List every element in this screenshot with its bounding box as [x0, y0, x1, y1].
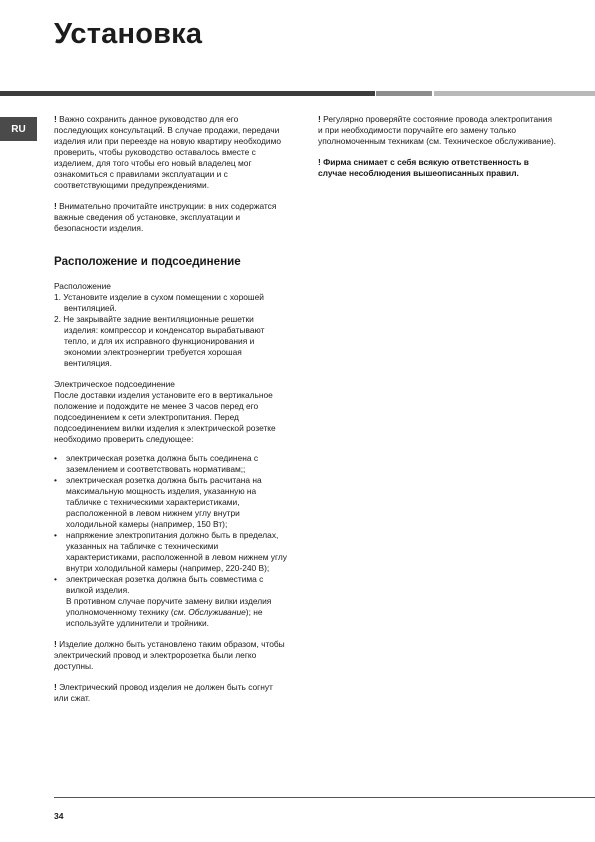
exclamation-icon: ! — [318, 114, 321, 124]
warning-accessible-plug: ! Изделие должно быть установлено таким образом, чтобы электрический провод и электророзетка были легко доступны. — [54, 639, 285, 671]
page-number: 34 — [54, 811, 64, 821]
exclamation-icon: ! — [54, 682, 57, 692]
language-tab — [0, 117, 37, 141]
warning-keep-manual: ! Важно сохранить данное руководство для его последующих консультаций. В случае продажи, передачи изделия или при переезде на новую квартиру необходимо проверить, чтобы руководство оставалось вместе с изделием, для того чтобы его новый владелец мог ознакомиться с правилами эксплуатации и с соответствующими предупреждениями. — [54, 114, 282, 190]
list-item: • электрическая розетка должна быть совместима с вилкой изделия. В противном случае поручите замену вилки изделия уполномоченному технику (см. Обслуживание); не используйте удлинители и тройники. — [54, 574, 272, 628]
electric-intro: После доставки изделия установите его в вертикальное положение и подождите не менее 3 часов перед его подсоединением к сети электропитания. Перед подсоединением вилки изделия к электрической розетке необходимо проверить следующее: — [54, 390, 276, 444]
left-column — [54, 114, 288, 704]
exclamation-icon: ! — [54, 201, 57, 211]
header-rule-dark — [0, 91, 375, 96]
list-item: • электрическая розетка должна быть соединена с заземлением и соответствовать нормативам;; — [54, 453, 259, 474]
exclamation-icon: ! — [54, 114, 57, 124]
header-rule-light — [434, 91, 595, 96]
bullet-icon: • — [54, 475, 57, 485]
electric-check-list — [54, 453, 288, 629]
list-item: • напряжение электропитания должно быть в пределах, указанных на табличке с техническими характеристиками, расположенной в левом нижнем углу внутри холодильной камеры (например, 220-240 В); — [54, 530, 287, 573]
placement-heading: Расположение — [54, 281, 111, 291]
language-tab-label: RU — [11, 123, 26, 135]
service-reference: см. Обслуживание — [173, 607, 246, 617]
warning-check-cable: ! Регулярно проверяйте состояние провода электропитания и при необходимости поручайте его замену только уполномоченным техникам (см. Техническое обслуживание). — [318, 114, 556, 146]
exclamation-icon: ! — [318, 157, 321, 167]
electric-heading: Электрическое подсоединение — [54, 379, 175, 389]
footer-rule — [54, 797, 595, 798]
exclamation-icon: ! — [54, 639, 57, 649]
page-title: Установка — [54, 18, 203, 50]
section-heading: Расположение и подсоединение — [54, 255, 241, 268]
bullet-icon: • — [54, 530, 57, 540]
warning-cable-not-bent: ! Электрический провод изделия не должен быть согнут или сжат. — [54, 682, 273, 703]
header-rule-mid — [376, 91, 432, 96]
warning-liability: ! Фирма снимает с себя всякую ответственность в случае несоблюдения вышеописанных правил. — [318, 157, 529, 178]
right-column — [318, 114, 558, 179]
warning-read-instructions: ! Внимательно прочитайте инструкции: в них содержатся важные сведения об установке, эксплуатации и безопасности изделия. — [54, 201, 277, 233]
list-item: 1. Установите изделие в сухом помещении с хорошей вентиляцией. — [54, 292, 264, 313]
bullet-icon: • — [54, 453, 57, 463]
placement-list — [54, 292, 288, 369]
bullet-icon: • — [54, 574, 57, 584]
list-item: 2. Не закрывайте задние вентиляционные решетки изделия: компрессор и конденсатор вырабатывают тепло, и для их исправного функционирования и экономии электроэнергии требуется хорошая вентиляция. — [54, 314, 265, 368]
list-item: • электрическая розетка должна быть расчитана на максимальную мощность изделия, указанную на табличке с техническими характеристиками, расположенной в левом нижнем углу внутри холодильной камеры (например, 150 Вт); — [54, 475, 262, 529]
